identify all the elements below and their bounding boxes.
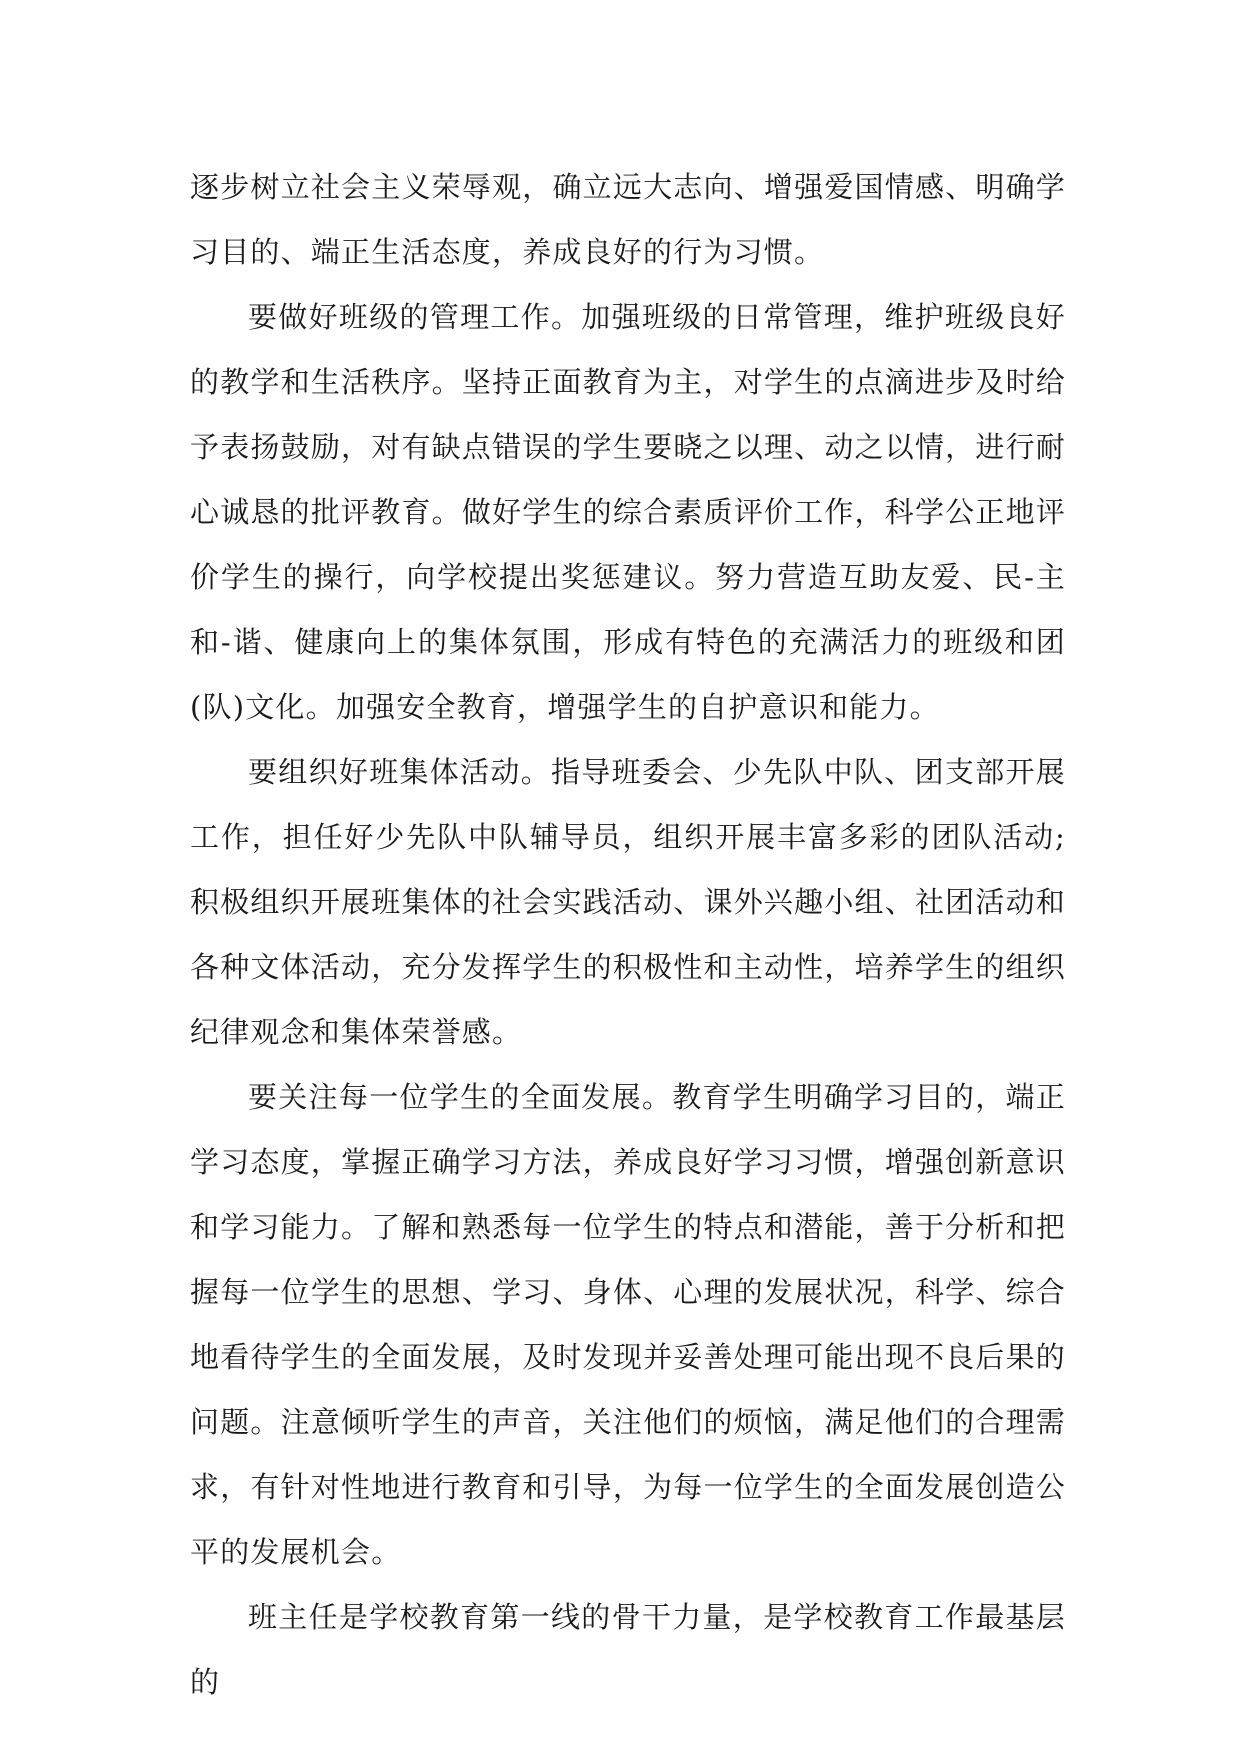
paragraph-class-activities: 要组织好班集体活动。指导班委会、少先队中队、团支部开展工作，担任好少先队中队辅导员，组织开展丰富多彩的团队活动;积极组织开展班集体的社会实践活动、课外兴趣小组、社团活动和各种文体活动，充分发挥学生的积极性和主动性，培养学生的组织纪律观念和集体荣誉感。	[190, 755, 1066, 1049]
paragraph-class-management: 要做好班级的管理工作。加强班级的日常管理，维护班级良好的教学和生活秩序。坚持正面教育为主，对学生的点滴进步及时给予表扬鼓励，对有缺点错误的学生要晓之以理、动之以情，进行耐心诚恳的批评教育。做好学生的综合素质评价工作，科学公正地评价学生的操行，向学校提出奖惩建议。努力营造互助友爱、民-主和-谐、健康向上的集体氛围，形成有特色的充满活力的班级和团(队)文化。加强安全教育，增强学生的自护意识和能力。	[190, 300, 1066, 724]
paragraph-continued: 逐步树立社会主义荣辱观，确立远大志向、增强爱国情感、明确学习目的、端正生活态度，养成良好的行为习惯。	[190, 170, 1066, 269]
paragraph-student-development: 要关注每一位学生的全面发展。教育学生明确学习目的，端正学习态度，掌握正确学习方法，养成良好学习习惯，增强创新意识和学习能力。了解和熟悉每一位学生的特点和潜能，善于分析和把握每一位学生的思想、学习、身体、心理的发展状况，科学、综合地看待学生的全面发展，及时发现并妥善处理可能出现不良后果的问题。注意倾听学生的声音，关注他们的烦恼，满足他们的合理需求，有针对性地进行教育和引导，为每一位学生的全面发展创造公平的发展机会。	[190, 1080, 1066, 1569]
document-body	[190, 155, 1066, 1715]
paragraph-head-teacher: 班主任是学校教育第一线的骨干力量，是学校教育工作最基层的	[190, 1600, 1066, 1699]
